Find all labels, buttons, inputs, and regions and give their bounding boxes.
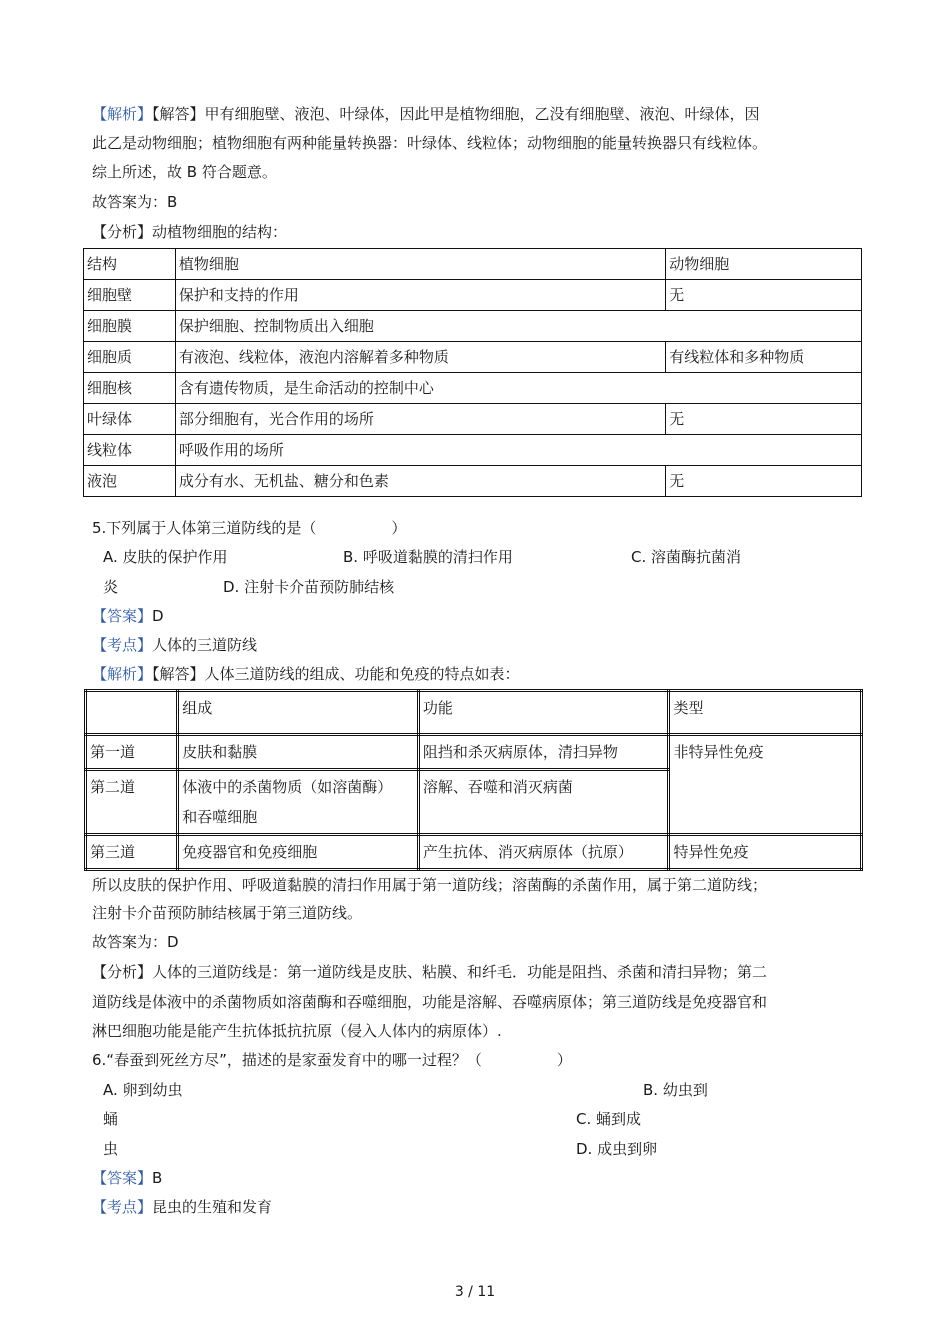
defense-name-cell: 第一道 <box>86 735 178 770</box>
table-row <box>84 435 862 466</box>
topic-tag: 【考点】 <box>92 1198 153 1216</box>
structure-cell: 细胞壁 <box>84 280 176 311</box>
q4-explain-line-1: 【解析】【解答】甲有细胞壁、液泡、叶绿体，因此甲是植物细胞，乙没有细胞壁、液泡、叶绿体，因 <box>92 105 760 123</box>
q4-answer-line: 故答案为：B <box>92 193 178 211</box>
q5-option-b: B. 呼吸道黏膜的清扫作用 <box>343 548 513 566</box>
function-cell: 产生抗体、消灭病原体（抗原） <box>418 835 669 870</box>
plant-cell: 部分细胞有，光合作用的场所 <box>175 404 665 435</box>
explain-tag: 【解析】 <box>92 105 153 123</box>
q4-analysis-line: 【分析】动植物细胞的结构： <box>92 223 288 241</box>
header-cell: 植物细胞 <box>175 249 665 280</box>
structure-cell: 细胞核 <box>84 373 176 404</box>
shared-cell: 呼吸作用的场所 <box>175 435 861 466</box>
defense-lines-table <box>84 689 863 871</box>
table-header-row <box>84 249 862 280</box>
table-row <box>84 280 862 311</box>
header-cell: 组成 <box>178 691 419 735</box>
q6-option-c: C. 蛹到成 <box>576 1110 642 1128</box>
header-cell <box>86 691 178 735</box>
q5-option-c: C. 溶菌酶抗菌消 <box>631 548 742 566</box>
type-cell: 特异性免疫 <box>669 835 862 870</box>
answer-tag: 【答案】 <box>92 1169 153 1187</box>
function-cell: 阻挡和杀灭病原体，清扫异物 <box>418 735 669 770</box>
table-row <box>84 311 862 342</box>
plant-cell: 成分有水、无机盐、糖分和色素 <box>175 466 665 497</box>
table-row <box>84 342 862 373</box>
q4-explain-line-3: 综上所述，故 B 符合题意。 <box>92 163 277 181</box>
table-row <box>84 404 862 435</box>
q6-topic: 【考点】昆虫的生殖和发育 <box>92 1198 273 1216</box>
header-cell: 功能 <box>418 691 669 735</box>
q5-topic: 【考点】人体的三道防线 <box>92 636 258 654</box>
shared-cell: 含有遗传物质，是生命活动的控制中心 <box>175 373 861 404</box>
animal-cell: 无 <box>666 280 862 311</box>
q5-analysis-line-2: 道防线是体液中的杀菌物质如溶菌酶和吞噬细胞，功能是溶解、吞噬病原体；第三道防线是免疫器官和 <box>92 993 768 1011</box>
q4-explain-line-2: 此乙是动物细胞；植物细胞有两种能量转换器：叶绿体、线粒体；动物细胞的能量转换器只有线粒体。 <box>92 134 768 152</box>
q5-analysis-line-3: 淋巴细胞功能是能产生抗体抵抗抗原（侵入人体内的病原体）. <box>92 1022 502 1040</box>
structure-cell: 细胞膜 <box>84 311 176 342</box>
shared-cell: 保护细胞、控制物质出入细胞 <box>175 311 861 342</box>
structure-cell: 液泡 <box>84 466 176 497</box>
q5-after-line-1: 所以皮肤的保护作用、呼吸道黏膜的清扫作用属于第一道防线；溶菌酶的杀菌作用，属于第二道防线； <box>92 876 768 894</box>
header-cell: 动物细胞 <box>666 249 862 280</box>
cell-structure-table <box>83 248 862 497</box>
page-number: 3 / 11 <box>454 1284 496 1300</box>
q5-stem: 5.下列属于人体第三道防线的是（ ） <box>92 519 407 537</box>
structure-cell: 线粒体 <box>84 435 176 466</box>
composition-cell: 免疫器官和免疫细胞 <box>178 835 419 870</box>
composition-cell: 体液中的杀菌物质（如溶菌酶） 和吞噬细胞 <box>178 770 419 835</box>
table-row <box>86 735 862 770</box>
q6-option-a: A. 卵到幼虫 <box>103 1081 183 1099</box>
type-cell-merged: 非特异性免疫 <box>669 735 862 835</box>
q5-after-line-2: 注射卡介苗预防肺结核属于第三道防线。 <box>92 904 363 922</box>
q5-explain: 【解析】【解答】人体三道防线的组成、功能和免疫的特点如表： <box>92 665 520 683</box>
q6-option-d: D. 成虫到卵 <box>576 1140 658 1158</box>
q5-option-d: D. 注射卡介苗预防肺结核 <box>223 578 395 596</box>
header-cell: 类型 <box>669 691 862 735</box>
structure-cell: 叶绿体 <box>84 404 176 435</box>
table-row <box>84 373 862 404</box>
q5-answer: 【答案】D <box>92 607 164 625</box>
q5-analysis-line-1: 【分析】人体的三道防线是：第一道防线是皮肤、粘膜、和纤毛．功能是阻挡、杀菌和清扫异物；第二 <box>92 963 768 981</box>
animal-cell: 有线粒体和多种物质 <box>666 342 862 373</box>
q6-stem: 6.“春蚕到死丝方尽”，描述的是家蚕发育中的哪一过程？（ ） <box>92 1051 572 1069</box>
q5-option-a: A. 皮肤的保护作用 <box>103 548 228 566</box>
q5-answer-line: 故答案为：D <box>92 933 179 951</box>
defense-name-cell: 第三道 <box>86 835 178 870</box>
structure-cell: 细胞质 <box>84 342 176 373</box>
q6-option-b: B. 幼虫到 <box>643 1081 708 1099</box>
table-row <box>86 835 862 870</box>
q6-answer: 【答案】B <box>92 1169 163 1187</box>
function-cell: 溶解、吞噬和消灭病菌 <box>418 770 669 835</box>
q5-option-c-wrap: 炎 <box>103 578 119 596</box>
answer-tag: 【答案】 <box>92 607 153 625</box>
q6-option-c-wrap: 虫 <box>103 1140 119 1158</box>
animal-cell: 无 <box>666 404 862 435</box>
plant-cell: 保护和支持的作用 <box>175 280 665 311</box>
defense-name-cell: 第二道 <box>86 770 178 835</box>
table-header-row <box>86 691 862 735</box>
explain-tag: 【解析】 <box>92 665 153 683</box>
composition-cell: 皮肤和黏膜 <box>178 735 419 770</box>
table-row <box>84 466 862 497</box>
q6-option-b-wrap: 蛹 <box>103 1110 119 1128</box>
animal-cell: 无 <box>666 466 862 497</box>
plant-cell: 有液泡、线粒体，液泡内溶解着多种物质 <box>175 342 665 373</box>
topic-tag: 【考点】 <box>92 636 153 654</box>
header-cell: 结构 <box>84 249 176 280</box>
